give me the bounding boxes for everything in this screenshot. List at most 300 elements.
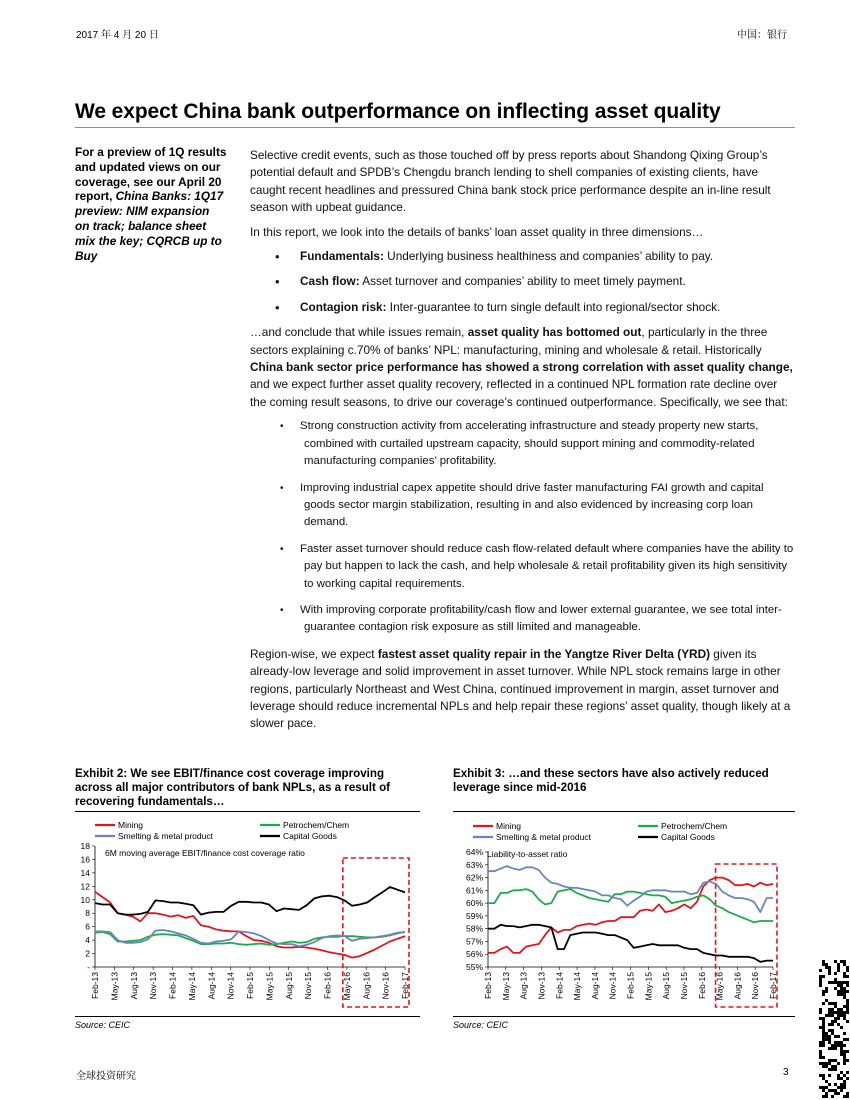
dimension-text: Underlying business healthiness and companies’ ability to pay. xyxy=(383,249,714,264)
y-tick-label: 61% xyxy=(465,885,483,896)
qr-cell xyxy=(837,1092,840,1095)
qr-cell xyxy=(846,1008,849,1011)
qr-cell xyxy=(828,1023,831,1026)
series-line-capital-goods xyxy=(95,887,405,915)
qr-cell xyxy=(819,1044,822,1047)
y-tick-label: 56% xyxy=(465,949,483,960)
qr-cell xyxy=(831,1059,834,1062)
qr-cell xyxy=(822,1074,825,1077)
qr-cell xyxy=(834,981,837,984)
dimension-text: Inter-guarantee to turn single default into regional/sector shock. xyxy=(386,299,721,314)
qr-cell xyxy=(837,1014,840,1017)
qr-cell xyxy=(837,1062,840,1065)
qr-cell xyxy=(831,1023,834,1026)
qr-cell xyxy=(834,1059,837,1062)
qr-cell xyxy=(840,1089,843,1092)
x-tick-label: May-14 xyxy=(186,972,197,1001)
qr-cell xyxy=(822,1026,825,1029)
qr-cell xyxy=(834,1089,837,1092)
qr-cell xyxy=(840,1041,843,1044)
qr-cell xyxy=(831,1011,834,1014)
qr-cell xyxy=(846,1092,849,1095)
main-text xyxy=(250,147,795,740)
dimension-list xyxy=(250,248,795,316)
qr-cell xyxy=(831,1065,834,1068)
x-tick-label: May-13 xyxy=(500,972,511,1001)
qr-cell xyxy=(846,999,849,1002)
qr-cell xyxy=(843,1032,846,1035)
x-tick-label: Aug-16 xyxy=(732,972,743,1000)
qr-cell xyxy=(843,1050,846,1053)
qr-cell xyxy=(837,984,840,987)
qr-cell xyxy=(834,1011,837,1014)
qr-cell xyxy=(831,1002,834,1005)
series-line-mining xyxy=(488,878,773,953)
qr-cell xyxy=(843,1056,846,1059)
p4-bold: fastest asset quality repair in the Yangtze River Delta (YRD) xyxy=(377,646,711,661)
qr-cell xyxy=(819,978,822,981)
qr-cell xyxy=(837,1074,840,1077)
qr-code-image xyxy=(818,958,850,1100)
qr-cell xyxy=(840,1011,843,1014)
qr-cell xyxy=(822,1038,825,1041)
qr-cell xyxy=(831,1095,834,1098)
qr-cell xyxy=(837,963,840,966)
exhibit-2-bottom-rule xyxy=(75,1016,420,1017)
y-tick-label: 59% xyxy=(465,910,483,921)
qr-cell xyxy=(822,1062,825,1065)
point-item: • Strong construction activity from accelerating infrastructure and steady property new starts, combined with curtailed upstream capacity, should support mining and commodity-related manufacturing companies’ profitability. xyxy=(250,418,795,470)
y-tick-label: 64% xyxy=(465,847,483,857)
qr-cell xyxy=(846,975,849,978)
series-line-smelting-metal-product xyxy=(488,866,773,912)
p3-bold-a: asset quality has bottomed out xyxy=(467,325,642,340)
qr-cell xyxy=(819,1053,822,1056)
qr-cell xyxy=(819,981,822,984)
x-tick-label: May-16 xyxy=(341,972,352,1001)
qr-cell xyxy=(822,1065,825,1068)
qr-cell xyxy=(831,1047,834,1050)
dimension-label: Cash flow: xyxy=(300,274,360,289)
qr-cell xyxy=(819,1017,822,1020)
x-tick-label: May-15 xyxy=(264,972,275,1001)
qr-cell xyxy=(840,960,843,963)
qr-cell xyxy=(831,1032,834,1035)
qr-cell xyxy=(843,975,846,978)
qr-cell xyxy=(822,963,825,966)
qr-cell xyxy=(843,1044,846,1047)
qr-cell xyxy=(840,1008,843,1011)
y-tick-label: 8 xyxy=(85,908,90,919)
qr-cell xyxy=(825,1092,828,1095)
qr-cell xyxy=(825,999,828,1002)
sidebar-note xyxy=(75,145,227,263)
qr-cell xyxy=(822,1077,825,1080)
legend-label: Capital Goods xyxy=(283,831,337,841)
qr-cell xyxy=(834,1083,837,1086)
legend-label: Mining xyxy=(118,820,144,830)
title-rule xyxy=(75,127,795,128)
qr-cell xyxy=(822,1095,825,1098)
qr-cell xyxy=(828,1059,831,1062)
qr-cell xyxy=(840,984,843,987)
sidebar-report-title: China Banks: 1Q17 preview: NIM expansion on track; balance sheet mix the key; CQRCB up to Buy xyxy=(75,189,224,263)
x-tick-label: May-14 xyxy=(572,972,583,1001)
x-tick-label: Feb-17 xyxy=(400,972,410,999)
qr-cell xyxy=(828,966,831,969)
qr-cell xyxy=(843,1086,846,1089)
qr-cell xyxy=(843,1095,846,1098)
x-tick-label: Aug-16 xyxy=(361,972,372,1000)
y-tick-label: 10 xyxy=(80,894,90,905)
qr-cell xyxy=(834,1041,837,1044)
x-tick-label: Aug-13 xyxy=(128,972,139,1000)
x-tick-label: Feb-15 xyxy=(245,972,255,999)
qr-cell xyxy=(828,1062,831,1065)
qr-cell xyxy=(846,984,849,987)
qr-cell xyxy=(846,1071,849,1074)
qr-cell xyxy=(828,1041,831,1044)
qr-cell xyxy=(819,1056,822,1059)
qr-cell xyxy=(819,1026,822,1029)
y-tick-label: 2 xyxy=(85,948,90,959)
p3-text-b: , particularly in the three sectors explaining c.70% of banks’ NPL: manufacturing, mining and wholesale & retail. Historically xyxy=(250,325,768,357)
qr-cell xyxy=(822,990,825,993)
qr-cell xyxy=(822,1041,825,1044)
chart-annotation: Liability-to-asset ratio xyxy=(487,849,568,859)
paragraph-2: In this report, we look into the details of banks’ loan asset quality in three dimensions… xyxy=(250,224,704,239)
qr-cell xyxy=(825,963,828,966)
qr-cell xyxy=(843,987,846,990)
qr-cell xyxy=(828,1035,831,1038)
y-tick-label: 58% xyxy=(465,923,483,934)
qr-cell xyxy=(825,1038,828,1041)
qr-cell xyxy=(843,1014,846,1017)
dimension-item xyxy=(250,273,795,290)
qr-cell xyxy=(831,1089,834,1092)
y-tick-label: 16 xyxy=(80,854,90,865)
qr-cell xyxy=(831,1014,834,1017)
dimension-text: Asset turnover and companies’ ability to meet timely payment. xyxy=(359,274,686,289)
qr-cell xyxy=(843,972,846,975)
chart-annotation: 6M moving average EBIT/finance cost coverage ratio xyxy=(105,848,305,858)
qr-cell xyxy=(825,1032,828,1035)
qr-cell xyxy=(840,1053,843,1056)
qr-cell xyxy=(840,993,843,996)
qr-cell xyxy=(843,1053,846,1056)
qr-cell xyxy=(834,1005,837,1008)
exhibit-2-rule xyxy=(75,811,420,812)
x-tick-label: Nov-14 xyxy=(607,972,618,1000)
qr-cell xyxy=(822,1032,825,1035)
exhibit-3-chart xyxy=(453,815,795,1015)
p3-text-a: …and conclude that while issues remain, xyxy=(250,325,468,340)
qr-cell xyxy=(843,1059,846,1062)
qr-cell xyxy=(834,1002,837,1005)
qr-cell xyxy=(846,981,849,984)
qr-cell xyxy=(828,981,831,984)
p3-bold-b: China bank sector price performance has showed a strong correlation with asset quality change, xyxy=(250,360,793,375)
qr-cell xyxy=(840,1047,843,1050)
qr-cell xyxy=(846,990,849,993)
qr-cell xyxy=(828,1047,831,1050)
qr-cell xyxy=(837,1041,840,1044)
qr-cell xyxy=(822,1086,825,1089)
qr-cell xyxy=(837,1086,840,1089)
qr-cell xyxy=(834,1047,837,1050)
x-tick-label: Aug-14 xyxy=(206,972,217,1000)
exhibit-2-source: Source: CEIC xyxy=(75,1020,131,1030)
qr-cell xyxy=(825,966,828,969)
qr-cell xyxy=(840,1050,843,1053)
paragraph-1: Selective credit events, such as those touched off by press reports about Shandong Qixing Group’s potential default and SPDB’s Chengdu branch lending to shell companies of existing clients, have caught recent headlines and pressured China bank stock price performance despite an in-line result season with upbeat guidance. xyxy=(250,148,771,215)
y-tick-label: 6 xyxy=(85,921,90,932)
qr-cell xyxy=(834,987,837,990)
exhibit-3-bottom-rule xyxy=(453,1016,795,1017)
qr-cell xyxy=(843,1017,846,1020)
qr-cell xyxy=(843,996,846,999)
dimension-label: Contagion risk: xyxy=(300,299,387,314)
qr-cell xyxy=(822,1035,825,1038)
qr-cell xyxy=(828,972,831,975)
qr-cell xyxy=(822,1023,825,1026)
qr-cell xyxy=(840,1026,843,1029)
qr-cell xyxy=(837,1017,840,1020)
p4-text-b: given its already-low leverage and solid improvement in asset turnover. While NPL stock remains large in other regions, particularly Northeast and West China, continued improvement in margin, asset turnover and leverage should reduce incremental NPLs and help repair these regions’ asset quality, though likely at a slower pace. xyxy=(250,646,791,731)
x-tick-label: Feb-15 xyxy=(625,972,636,999)
qr-cell xyxy=(834,1035,837,1038)
x-tick-label: Feb-13 xyxy=(90,972,100,999)
qr-cell xyxy=(843,1062,846,1065)
qr-cell xyxy=(846,1038,849,1041)
qr-cell xyxy=(822,993,825,996)
x-tick-label: Feb-14 xyxy=(554,972,565,999)
legend-label: Mining xyxy=(496,821,522,831)
x-tick-label: Feb-14 xyxy=(167,972,178,999)
qr-cell xyxy=(819,975,822,978)
qr-cell xyxy=(834,1065,837,1068)
qr-cell xyxy=(822,1002,825,1005)
qr-cell xyxy=(825,1086,828,1089)
qr-cell xyxy=(834,1044,837,1047)
qr-cell xyxy=(837,966,840,969)
exhibit-3-source: Source: CEIC xyxy=(453,1020,509,1030)
point-item: • Faster asset turnover should reduce cash flow-related default where companies have the ability to pay but happen to lack the cash, and help wholesale & retail profitability given its high sensitivity to working capital requirements. xyxy=(250,541,795,593)
y-tick-label: 57% xyxy=(465,936,483,947)
qr-cell xyxy=(843,993,846,996)
qr-cell xyxy=(840,987,843,990)
x-tick-label: Feb-16 xyxy=(322,972,333,999)
qr-cell xyxy=(834,972,837,975)
x-tick-label: Nov-15 xyxy=(303,972,314,1000)
y-tick-label: 63% xyxy=(465,859,483,870)
qr-cell xyxy=(843,1005,846,1008)
qr-cell xyxy=(825,990,828,993)
point-item: • Improving industrial capex appetite should drive faster manufacturing FAI growth and capital goods sector margin stabilization, resulting in and also evidenced by increasing corp loan demand. xyxy=(250,480,795,532)
qr-cell xyxy=(834,1017,837,1020)
qr-cell xyxy=(846,1059,849,1062)
qr-cell xyxy=(846,1095,849,1098)
qr-cell xyxy=(843,990,846,993)
y-tick-label: 14 xyxy=(80,867,90,878)
x-tick-label: Feb-16 xyxy=(696,972,707,999)
qr-cell xyxy=(837,1008,840,1011)
qr-cell xyxy=(822,975,825,978)
qr-cell xyxy=(837,1035,840,1038)
legend-label: Capital Goods xyxy=(661,832,715,842)
qr-cell xyxy=(819,984,822,987)
paragraph-3 xyxy=(250,324,795,411)
qr-cell xyxy=(843,960,846,963)
qr-cell xyxy=(822,1029,825,1032)
qr-cell xyxy=(846,1020,849,1023)
chart-1-svg xyxy=(453,815,795,1015)
exhibit-2-chart xyxy=(75,815,420,1015)
x-tick-label: May-15 xyxy=(643,972,654,1001)
p3-text-c: and we expect further asset quality recovery, reflected in a continued NPL formation rate decline over the coming result seasons, to drive our coverage’s continued outperformance. Specifically, we see that: xyxy=(250,377,788,409)
qr-cell xyxy=(825,987,828,990)
dimension-label: Fundamentals: xyxy=(300,249,384,264)
qr-cell xyxy=(843,1074,846,1077)
qr-cell xyxy=(819,1050,822,1053)
dimension-item xyxy=(250,299,795,316)
qr-cell xyxy=(831,1020,834,1023)
x-tick-label: Feb-13 xyxy=(483,972,493,999)
x-tick-label: Nov-14 xyxy=(225,972,236,1000)
qr-cell xyxy=(840,1086,843,1089)
qr-cell xyxy=(846,1002,849,1005)
qr-cell xyxy=(834,1092,837,1095)
p4-text-a: Region-wise, we expect xyxy=(250,646,378,661)
qr-cell xyxy=(831,981,834,984)
qr-cell xyxy=(837,993,840,996)
x-tick-label: Nov-13 xyxy=(536,972,547,1000)
y-tick-label: 18 xyxy=(80,841,90,851)
qr-cell xyxy=(846,969,849,972)
qr-cell xyxy=(837,969,840,972)
qr-cell xyxy=(825,1065,828,1068)
exhibit-2-title: Exhibit 2: We see EBIT/finance cost coverage improving across all major contributors of bank NPLs, as a result of recovering fundamentals… xyxy=(75,767,391,809)
qr-cell xyxy=(822,1089,825,1092)
point-item: • With improving corporate profitability/cash flow and lower external guarantee, we see total inter-guarantee contagion risk exposure as still limited and manageable. xyxy=(250,602,795,637)
y-tick-label: 55% xyxy=(465,962,483,972)
x-tick-label: Nov-13 xyxy=(148,972,159,1000)
qr-cell xyxy=(837,981,840,984)
qr-cell xyxy=(840,1044,843,1047)
qr-cell xyxy=(846,1050,849,1053)
qr-cell xyxy=(843,1080,846,1083)
qr-cell xyxy=(828,1014,831,1017)
qr-cell xyxy=(843,1083,846,1086)
x-tick-label: Aug-14 xyxy=(589,972,600,1000)
qr-cell xyxy=(834,1068,837,1071)
qr-cell xyxy=(831,1068,834,1071)
qr-cell xyxy=(840,1077,843,1080)
qr-cell xyxy=(834,960,837,963)
qr-cell xyxy=(819,969,822,972)
qr-cell xyxy=(828,1068,831,1071)
qr-cell xyxy=(825,1035,828,1038)
legend-label: Petrochem/Chem xyxy=(661,821,728,831)
legend-label: Smelting & metal product xyxy=(496,832,591,842)
qr-cell xyxy=(828,1083,831,1086)
qr-cell xyxy=(819,1011,822,1014)
qr-cell xyxy=(840,990,843,993)
page-number: 3 xyxy=(783,1067,789,1078)
qr-cell xyxy=(825,1080,828,1083)
qr-cell xyxy=(828,969,831,972)
qr-cell xyxy=(828,1038,831,1041)
qr-cell xyxy=(846,1077,849,1080)
qr-cell xyxy=(843,1011,846,1014)
qr-cell xyxy=(825,1062,828,1065)
page-title: We expect China bank outperformance on inflecting asset quality xyxy=(75,100,721,123)
qr-cell xyxy=(837,1023,840,1026)
qr-cell xyxy=(828,1074,831,1077)
x-tick-label: Aug-15 xyxy=(661,972,672,1000)
qr-cell xyxy=(846,1005,849,1008)
qr-cell xyxy=(828,1002,831,1005)
points-list xyxy=(250,418,795,636)
x-tick-label: Aug-15 xyxy=(283,972,294,1000)
qr-cell xyxy=(819,1086,822,1089)
qr-cell xyxy=(834,978,837,981)
qr-cell xyxy=(822,1056,825,1059)
footer-text: 全球投资研究 xyxy=(76,1071,136,1082)
x-tick-label: Aug-13 xyxy=(518,972,529,1000)
exhibit-3-title: Exhibit 3: …and these sectors have also actively reduced leverage since mid-2016 xyxy=(453,767,769,795)
qr-cell xyxy=(819,1074,822,1077)
x-tick-label: Feb-17 xyxy=(768,972,778,999)
y-tick-label: 60% xyxy=(465,898,483,909)
y-tick-label: 62% xyxy=(465,872,483,883)
qr-cell xyxy=(819,1062,822,1065)
legend-label: Petrochem/Chem xyxy=(283,820,350,830)
header-sector: 中国：银行 xyxy=(737,30,787,41)
x-tick-label: Nov-16 xyxy=(750,972,761,1000)
qr-cell xyxy=(828,1011,831,1014)
qr-cell xyxy=(831,1029,834,1032)
qr-cell xyxy=(843,1038,846,1041)
qr-cell xyxy=(819,1041,822,1044)
qr-cell xyxy=(843,963,846,966)
y-tick-label: 12 xyxy=(80,881,90,892)
qr-cell xyxy=(846,1011,849,1014)
header-date: 2017 年 4 月 20 日 xyxy=(76,30,159,41)
qr-cell xyxy=(837,1044,840,1047)
qr-cell xyxy=(822,960,825,963)
qr-cell xyxy=(837,1011,840,1014)
qr-cell xyxy=(831,1044,834,1047)
qr-cell xyxy=(825,1014,828,1017)
qr-cell xyxy=(843,981,846,984)
qr-cell xyxy=(840,981,843,984)
qr-cell xyxy=(822,1044,825,1047)
qr-cell xyxy=(822,1020,825,1023)
x-tick-label: Nov-16 xyxy=(380,972,391,1000)
y-tick-label: 4 xyxy=(85,935,90,946)
qr-cell xyxy=(840,1071,843,1074)
qr-cell xyxy=(831,1008,834,1011)
qr-cell xyxy=(822,1017,825,1020)
dimension-item xyxy=(250,248,795,265)
y-tick-label: - xyxy=(87,962,90,972)
qr-cell xyxy=(837,990,840,993)
x-tick-label: May-13 xyxy=(109,972,120,1001)
qr-cell xyxy=(846,966,849,969)
exhibit-3-rule xyxy=(453,811,795,812)
chart-0-svg xyxy=(75,815,420,1015)
